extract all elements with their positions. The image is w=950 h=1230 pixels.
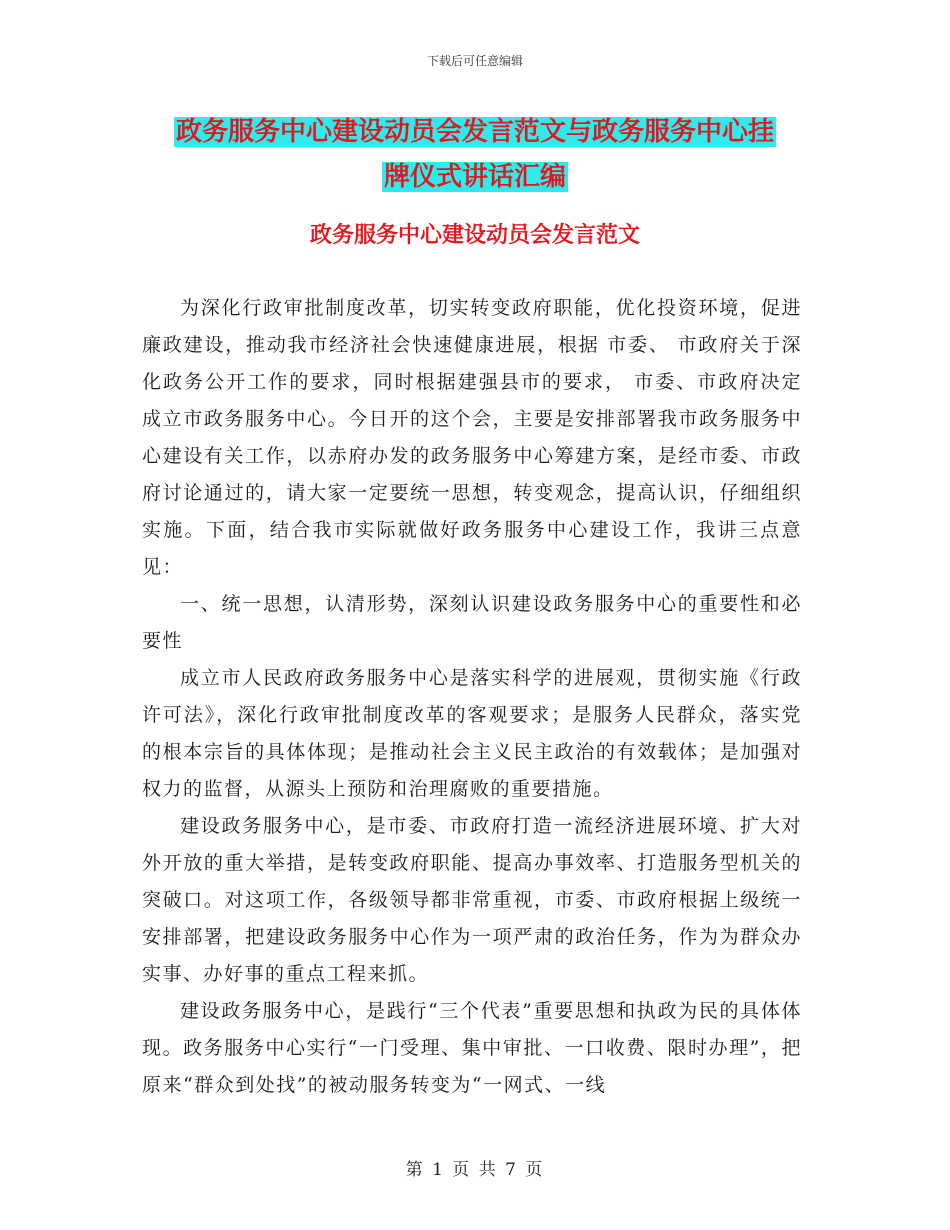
document-body xyxy=(142,290,802,1104)
document-title xyxy=(140,110,810,200)
document-title-line-2: 牌仪式讲话汇编 xyxy=(383,162,566,192)
page-header-note: 下载后可任意编辑 xyxy=(426,54,523,68)
page-number: 第 1 页 共 7 页 xyxy=(405,1160,545,1180)
paragraph: 一、统一思想，认清形势，深刻认识建设政务服务中心的重要性和必要性 xyxy=(142,593,802,652)
paragraph: 为深化行政审批制度改革，切实转变政府职能，优化投资环境，促进廉政建设，推动我市经济社会快速健康进展，根据 市委、 市政府关于深化政务公开工作的要求，同时根据建强县市的要求， 市委、市政府决定成立市政务服务中心。今日开的这个会，主要是安排部署我市政务服务中心建设有关工作，以赤府办发的政务服务中心筹建方案，是经市委、市政府讨论通过的，请大家一定要统一思想，转变观念，提高认识，仔细组织实施。下面，结合我市实际就做好政务服务中心建设工作，我讲三点意见： xyxy=(142,297,802,578)
document-title-line-1: 政务服务中心建设动员会发言范文与政务服务中心挂 xyxy=(175,117,774,147)
paragraph: 建设政务服务中心，是市委、市政府打造一流经济进展环境、扩大对外开放的重大举措，是转变政府职能、提高办事效率、打造服务型机关的突破口。对这项工作，各级领导都非常重视，市委、市政府根据上级统一安排部署，把建设政务服务中心作为一项严肃的政治任务，作为为群众办实事、办好事的重点工程来抓。 xyxy=(142,815,802,985)
paragraph: 成立市人民政府政务服务中心是落实科学的进展观，贯彻实施《行政许可法》，深化行政审批制度改革的客观要求；是服务人民群众，落实党的根本宗旨的具体体现；是推动社会主义民主政治的有效载体；是加强对权力的监督，从源头上预防和治理腐败的重要措施。 xyxy=(142,667,802,800)
section-title: 政务服务中心建设动员会发言范文 xyxy=(309,223,640,248)
paragraph: 建设政务服务中心，是践行“三个代表”重要思想和执政为民的具体体现。政务服务中心实行“一门受理、集中审批、一口收费、限时办理”，把原来“群众到处找”的被动服务转变为“一网式、一线 xyxy=(142,1000,802,1096)
